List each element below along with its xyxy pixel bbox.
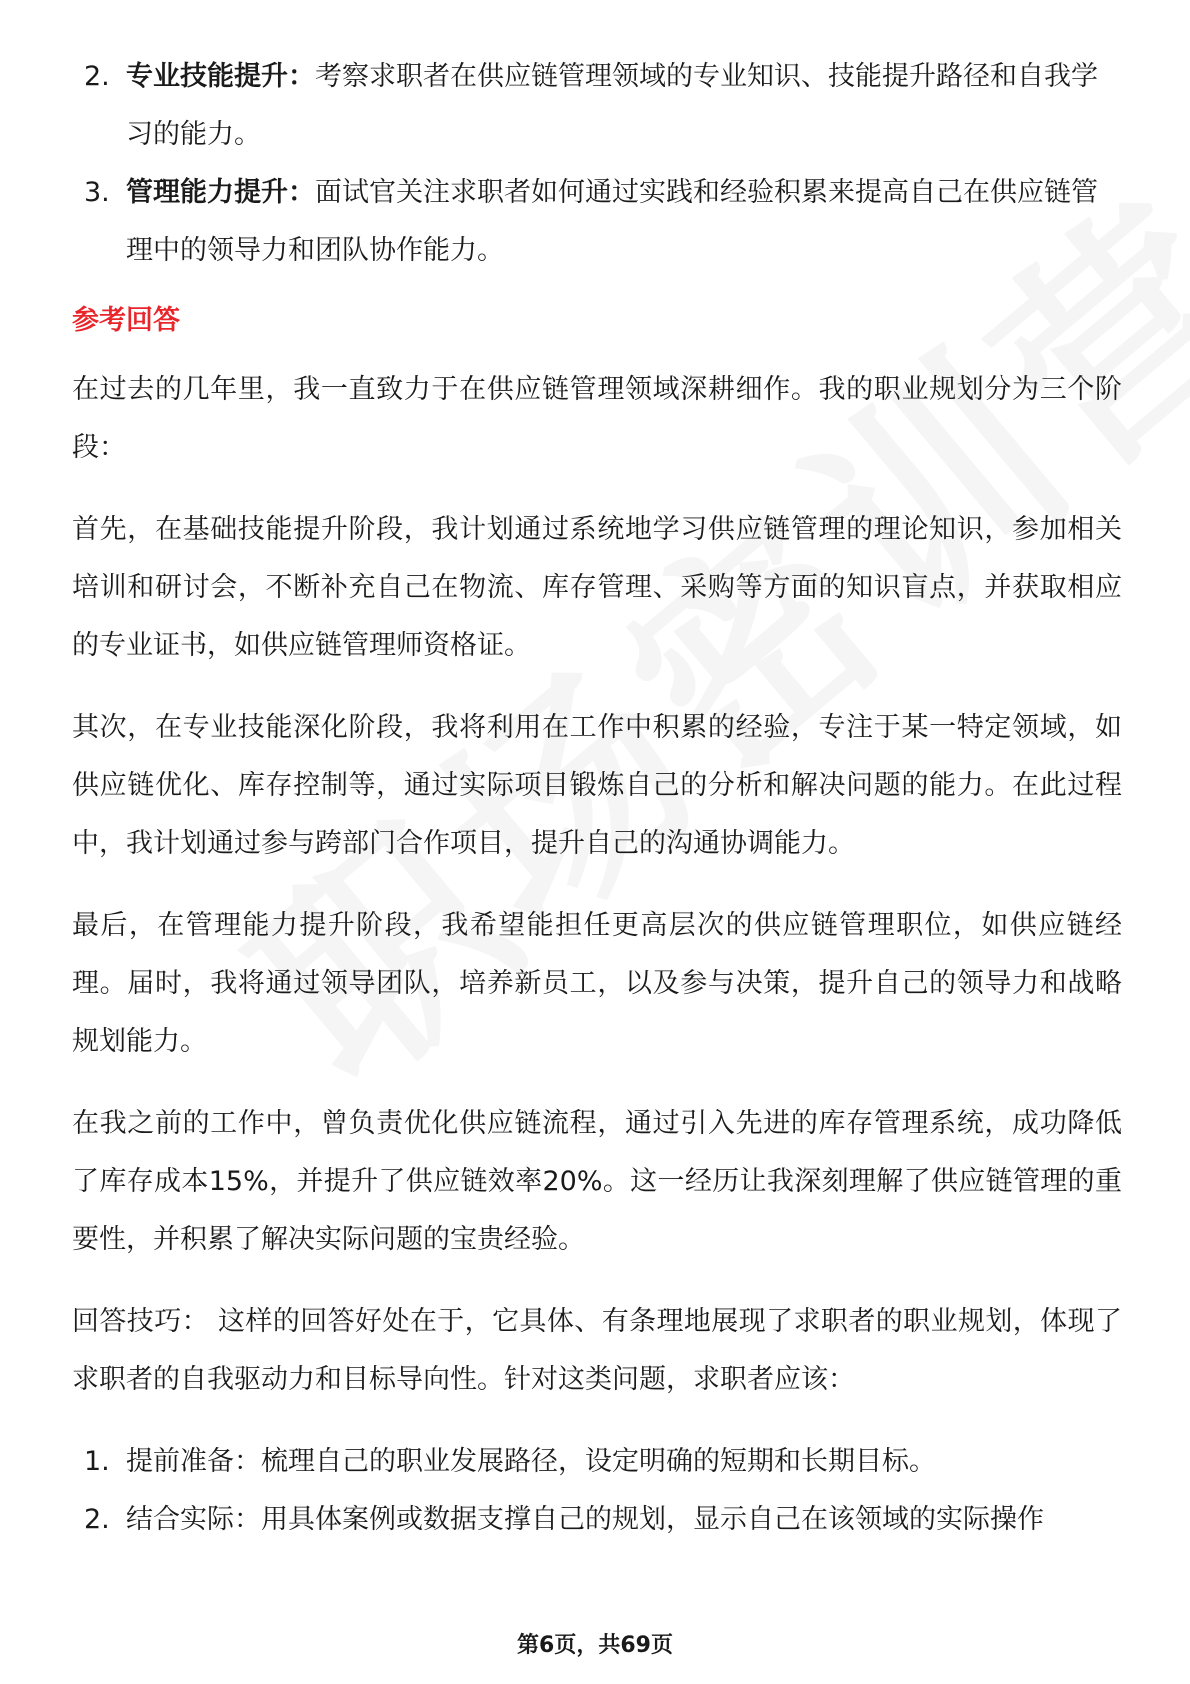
top-numbered-list <box>72 48 1122 280</box>
paragraph: 最后，在管理能力提升阶段，我希望能担任更高层次的供应链管理职位，如供应链经理。届时，我将通过领导团队，培养新员工，以及参与决策，提升自己的领导力和战略规划能力。 <box>72 910 1122 1057</box>
document-page <box>72 48 1122 1549</box>
list-item <box>72 1433 1122 1491</box>
list-number: 2. <box>84 1504 110 1535</box>
section-heading: 参考回答 <box>72 305 180 336</box>
paragraph: 在我之前的工作中，曾负责优化供应链流程，通过引入先进的库存管理系统，成功降低了库存成本15%，并提升了供应链效率20%。这一经历让我深刻理解了供应链管理的重要性，并积累了解决实际问题的宝贵经验。 <box>72 1108 1122 1255</box>
list-term: 管理能力提升： <box>126 177 315 208</box>
list-number: 2. <box>84 61 110 92</box>
page-footer: 第6页，共69页 <box>517 1633 673 1658</box>
list-text: 梳理自己的职业发展路径，设定明确的短期和长期目标。 <box>261 1446 936 1477</box>
list-number: 3. <box>84 177 110 208</box>
paragraph: 在过去的几年里，我一直致力于在供应链管理领域深耕细作。我的职业规划分为三个阶段： <box>72 374 1122 463</box>
paragraph: 首先，在基础技能提升阶段，我计划通过系统地学习供应链管理的理论知识，参加相关培训和研讨会，不断补充自己在物流、库存管理、采购等方面的知识盲点，并获取相应的专业证书，如供应链管理师资格证。 <box>72 514 1122 661</box>
list-text: 用具体案例或数据支撑自己的规划，显示自己在该领域的实际操作 <box>261 1504 1044 1535</box>
paragraph: 回答技巧： 这样的回答好处在于，它具体、有条理地展现了求职者的职业规划，体现了求职者的自我驱动力和目标导向性。针对这类问题，求职者应该： <box>72 1306 1122 1395</box>
list-term: 提前准备： <box>126 1446 261 1477</box>
list-term: 结合实际： <box>126 1504 261 1535</box>
list-text: 面试官关注求职者如何通过实践和经验积累来提高自己在供应链管理中的领导力和团队协作能力。 <box>126 177 1098 266</box>
list-item <box>72 48 1122 164</box>
tips-numbered-list <box>72 1433 1122 1549</box>
list-item <box>72 1491 1122 1549</box>
paragraph: 其次，在专业技能深化阶段，我将利用在工作中积累的经验，专注于某一特定领域，如供应链优化、库存控制等，通过实际项目锻炼自己的分析和解决问题的能力。在此过程中，我计划通过参与跨部门合作项目，提升自己的沟通协调能力。 <box>72 712 1122 859</box>
list-item <box>72 164 1122 280</box>
list-number: 1. <box>84 1446 110 1477</box>
list-text: 考察求职者在供应链管理领域的专业知识、技能提升路径和自我学习的能力。 <box>126 61 1098 150</box>
list-term: 专业技能提升： <box>126 61 315 92</box>
